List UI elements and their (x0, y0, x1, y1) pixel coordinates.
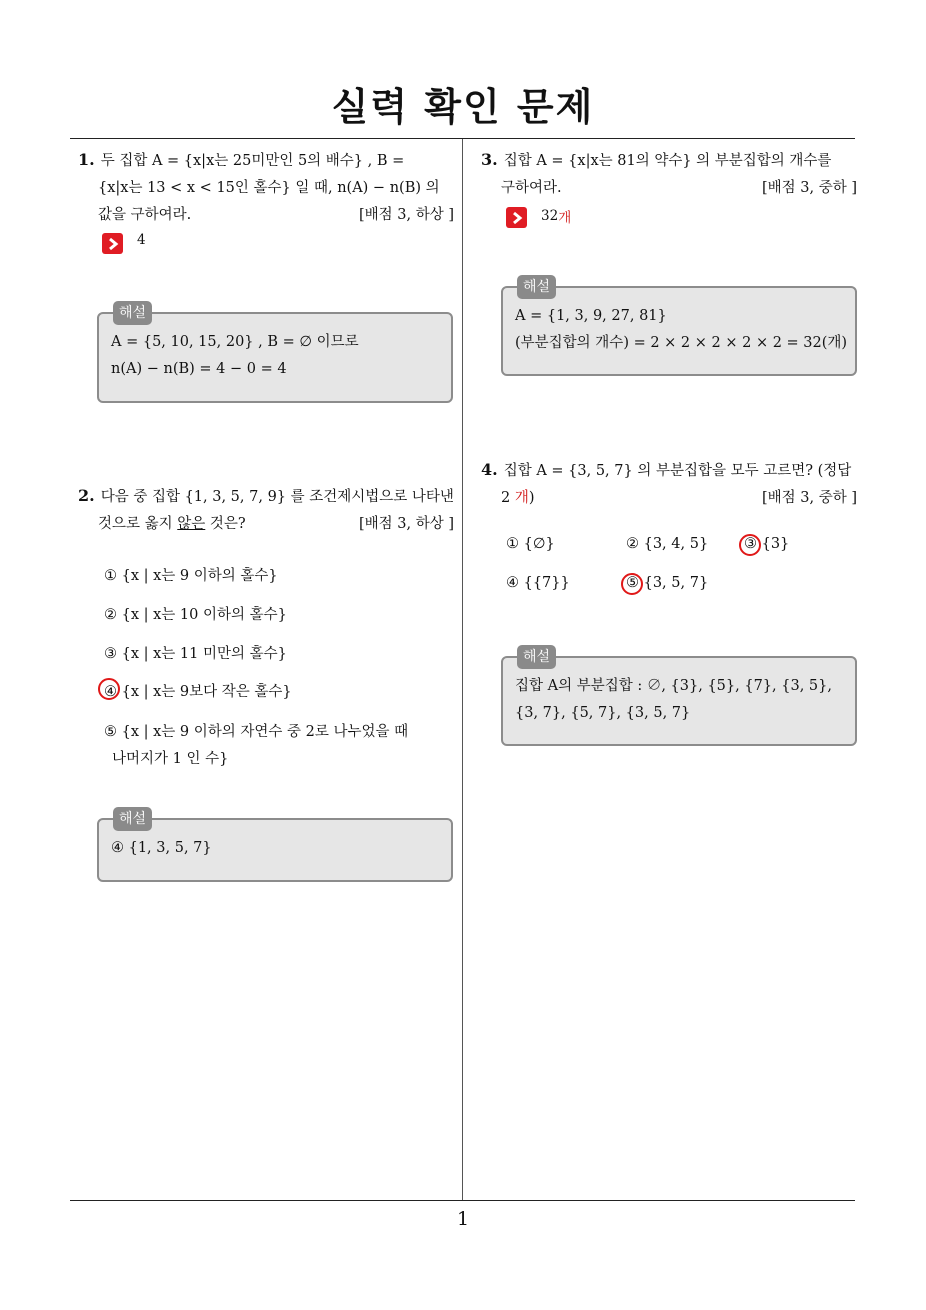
problem-text: 집합 A = {x|x는 81의 약수} 의 부분집합의 개수를 (503, 153, 832, 169)
problem-number: 1. (78, 150, 95, 169)
choice-mark: ③ (104, 646, 117, 662)
choice-4[interactable] (104, 680, 292, 701)
problem-1-line-3 (78, 202, 454, 229)
problem-text: 것은? (205, 516, 246, 532)
choice-1[interactable] (104, 564, 278, 585)
explanation-box-4 (501, 649, 857, 746)
problem-text: 다음 중 집합 {1, 3, 5, 7, 9} 를 조건제시법으로 나타낸 (100, 489, 454, 505)
problem-text: 집합 A = {3, 5, 7} 의 부분집합을 모두 고르면? (정답 (503, 463, 852, 479)
explanation-label: 해설 (113, 301, 152, 325)
problem-2-line-2 (78, 511, 454, 538)
problem-2-line-1 (78, 482, 454, 511)
problem-4-line-2 (481, 485, 857, 512)
explanation-line: (부분집합의 개수) = 2 × 2 × 2 × 2 × 2 = 32(개) (515, 335, 848, 351)
problem-2 (78, 482, 454, 538)
choice-1[interactable] (506, 536, 555, 552)
problem-4 (481, 456, 857, 512)
score-meta: [배점 3, 하상 ] (358, 207, 454, 223)
choice-text: {x | x는 11 미만의 홀수} (121, 646, 287, 662)
red-circle-mark (621, 573, 643, 595)
problem-text: 2 (501, 490, 515, 506)
choice-mark: ① (104, 568, 117, 584)
problem-1 (78, 146, 454, 229)
choice-mark: ③ (744, 536, 757, 552)
chevron-right-icon (102, 233, 123, 254)
explanation-line: A = {5, 10, 15, 20} , B = ∅ 이므로 (111, 334, 359, 350)
problem-text: 두 집합 A = {x|x는 25미만인 5의 배수} , B = (100, 153, 405, 169)
problem-number: 2. (78, 486, 95, 505)
choice-text: {x | x는 9 이하의 자연수 중 2로 나누었을 때 (121, 724, 409, 740)
score-meta: [배점 3, 중하 ] (761, 490, 857, 506)
choice-mark: ④ (104, 684, 117, 700)
problem-3-line-1 (481, 146, 857, 175)
choice-2[interactable] (626, 536, 708, 552)
score-meta: [배점 3, 하상 ] (358, 516, 454, 532)
choice-mark: ④ (506, 575, 519, 591)
explanation-line: n(A) − n(B) = 4 − 0 = 4 (111, 361, 287, 377)
choice-2[interactable] (104, 603, 287, 624)
problem-text: 값을 구하여라. (98, 207, 192, 223)
problem-3-line-2 (481, 175, 857, 202)
choice-text: {{7}} (523, 575, 570, 591)
problem-number: 3. (481, 150, 498, 169)
answer-value: 32 (541, 207, 559, 224)
problem-text: ) (528, 490, 535, 506)
choice-text: 나머지가 1 인 수} (112, 751, 229, 767)
choice-3[interactable] (104, 642, 287, 663)
explanation-box-3 (501, 279, 857, 376)
explanation-label: 해설 (517, 645, 556, 669)
choice-text: {∅} (523, 536, 555, 552)
problem-1-line-1 (78, 146, 454, 175)
chevron-right-icon (506, 207, 527, 228)
explanation-box-2 (97, 811, 453, 882)
answer-value: 4 (137, 231, 146, 248)
choice-text: {x | x는 9 이하의 홀수} (121, 568, 278, 584)
choice-mark: ② (104, 607, 117, 623)
answer-row-3 (506, 207, 571, 228)
answer-row-1 (102, 233, 146, 254)
page-title: 실력 확인 문제 (331, 85, 595, 129)
explanation-label: 해설 (517, 275, 556, 299)
choice-mark: ⑤ (104, 724, 117, 740)
explanation-label: 해설 (113, 807, 152, 831)
explanation-line: ④ {1, 3, 5, 7} (111, 840, 212, 856)
underlined-word: 않은 (177, 516, 206, 532)
problem-text-red: 개 (514, 490, 529, 506)
problem-3 (481, 146, 857, 202)
choice-text: {x | x는 9보다 작은 홀수} (121, 684, 292, 700)
score-meta: [배점 3, 중하 ] (761, 180, 857, 196)
bottom-rule (70, 1200, 855, 1201)
choice-5-line-1 (104, 719, 408, 746)
explanation-line: A = {1, 3, 9, 27, 81} (515, 308, 667, 324)
problem-4-line-1 (481, 456, 857, 485)
choice-text: {3} (761, 536, 790, 552)
red-circle-mark (98, 678, 120, 700)
page-number: 1 (456, 1208, 470, 1230)
choice-mark: ② (626, 536, 639, 552)
choice-text: {3, 4, 5} (643, 536, 709, 552)
explanation-box-1 (97, 305, 453, 403)
problem-number: 4. (481, 460, 498, 479)
problem-text: 것으로 옳지 (98, 516, 178, 532)
answer-unit: 개 (558, 209, 572, 226)
column-divider (462, 139, 463, 1200)
choice-4[interactable] (506, 575, 570, 591)
explanation-line: 집합 A의 부분집합 : ∅, {3}, {5}, {7}, {3, 5}, (515, 678, 832, 694)
red-circle-mark (739, 534, 761, 556)
choice-mark: ① (506, 536, 519, 552)
choice-text: {x | x는 10 이하의 홀수} (121, 607, 287, 623)
choice-text: {3, 5, 7} (643, 575, 709, 591)
choice-mark: ⑤ (626, 575, 639, 591)
problem-text: 구하여라. (501, 180, 562, 196)
problem-1-line-2: {x|x는 13 < x < 15인 홀수} 일 때, n(A) − n(B) 의 (98, 180, 440, 196)
explanation-line: {3, 7}, {5, 7}, {3, 5, 7} (515, 705, 691, 721)
choice-5[interactable] (104, 719, 408, 773)
